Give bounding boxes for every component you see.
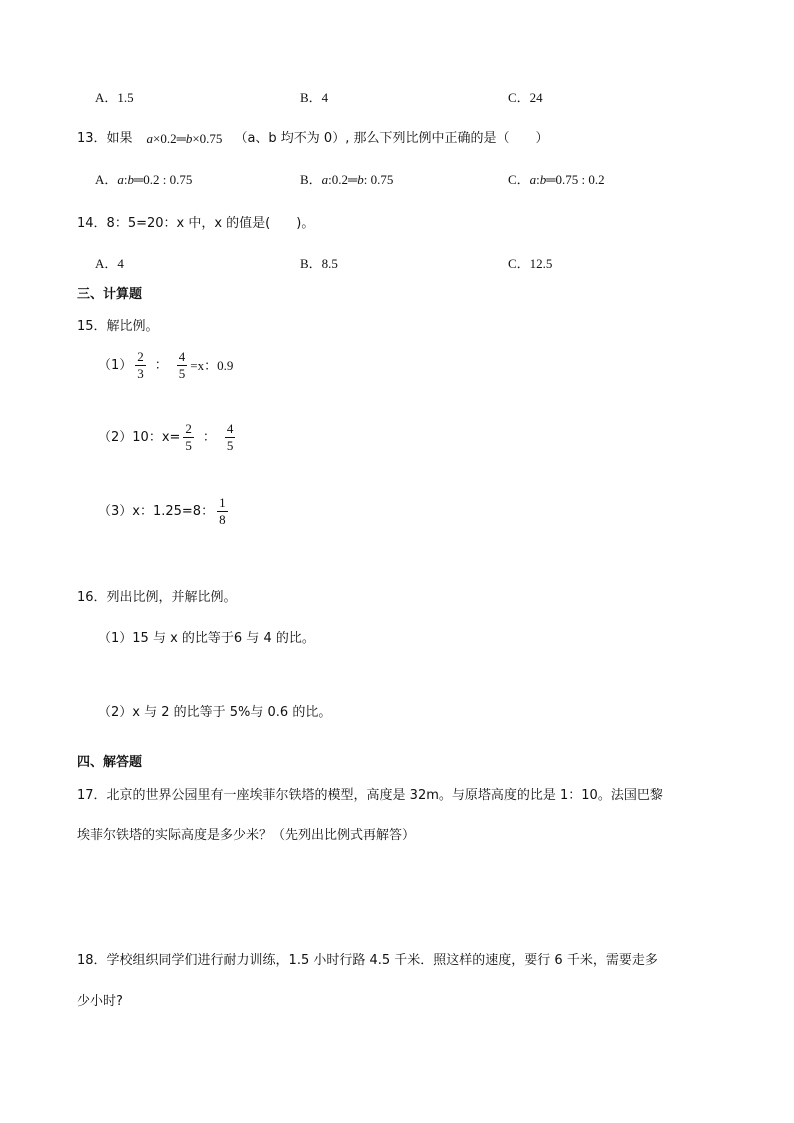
section-title-calculation: 三、计算题 (77, 287, 143, 302)
fraction (225, 422, 236, 452)
numerator: 2 (137, 349, 144, 364)
q13-option-c (508, 173, 605, 186)
q12-option-c: C．24 (508, 90, 543, 105)
section-title-solution: 四、解答题 (77, 755, 143, 770)
q13-number: 13．如果 (77, 131, 133, 146)
q16-part2: （2）x 与 2 的比等于 5%与 0.6 的比。 (98, 705, 332, 720)
q17-line2: 埃菲尔铁塔的实际高度是多少米？（先列出比例式再解答） (77, 828, 416, 843)
q14-option-b: B．8.5 (300, 256, 338, 271)
denominator: 3 (137, 365, 144, 381)
q14-option-a: A．4 (95, 256, 124, 271)
denominator: 5 (185, 437, 192, 453)
q14-stem: 14．8：5=20：x 中，x 的值是( )。 (77, 216, 315, 231)
denominator: 5 (226, 437, 234, 453)
var-b: b (185, 131, 193, 146)
var-b: b (127, 172, 135, 187)
var-b: b (357, 172, 364, 187)
q15-stem: 15．解比例。 (77, 319, 159, 334)
denominator: 5 (178, 365, 186, 381)
q16-stem: 16．列出比例，并解比例。 (77, 590, 237, 605)
q13-option-a (95, 173, 192, 186)
var-a: a (146, 131, 154, 146)
var-a: a (321, 172, 329, 187)
q13-expression (147, 132, 223, 145)
fraction (177, 350, 188, 380)
option-part: ═0.2 : 0.75 (134, 172, 193, 187)
part-label: （1） (98, 357, 133, 373)
q15-part2 (98, 422, 238, 452)
expr-part: ×0.75 (192, 131, 223, 146)
part-label: （2）10：x= (98, 429, 181, 445)
q15-part1 (98, 350, 233, 380)
q18-line1: 18．学校组织同学们进行耐力训练，1.5 小时行路 4.5 千米．照这样的速度，要行 6 千米，需要走多 (77, 953, 658, 968)
denominator: 8 (219, 511, 226, 527)
q14-option-c: C．12.5 (508, 256, 553, 271)
numerator: 1 (219, 495, 226, 510)
q17-line1: 17．北京的世界公园里有一座埃菲尔铁塔的模型，高度是 32m。与原塔高度的比是 1：10。法国巴黎 (77, 788, 663, 803)
q13-condition: （a、b 均不为 0）, 那么下列比例中正确的是（ ） (234, 131, 549, 146)
q13-option-b (300, 173, 393, 186)
q13-stem (77, 132, 548, 145)
option-label: B． (300, 172, 322, 187)
numerator: 4 (178, 349, 186, 364)
q18-line2: 少小时? (77, 994, 123, 1009)
ratio-colon: ： (154, 357, 168, 373)
fraction (135, 350, 146, 380)
var-a: a (529, 172, 537, 187)
option-part: ═0.75 : 0.2 (546, 172, 605, 187)
q12-option-a: A．1.5 (95, 90, 134, 105)
numerator: 4 (226, 421, 234, 436)
option-part: : (123, 172, 128, 187)
option-part: :0.2═ (328, 172, 358, 187)
numerator: 2 (185, 421, 192, 436)
option-part: : (536, 172, 540, 187)
equation-tail: =x：0.9 (190, 357, 234, 373)
q15-part3 (98, 496, 231, 526)
q16-part1: （1）15 与 x 的比等于6 与 4 的比。 (98, 631, 315, 646)
fraction (183, 422, 194, 452)
expr-part: ×0.2═ (153, 131, 186, 146)
fraction (217, 496, 228, 526)
option-label: A． (95, 172, 118, 187)
var-b: b (539, 172, 547, 187)
option-label: C． (508, 172, 530, 187)
ratio-colon: ： (202, 429, 216, 445)
q12-option-b: B．4 (300, 90, 329, 105)
var-a: a (117, 172, 124, 187)
option-part: : 0.75 (363, 172, 394, 187)
part-label: （3）x：1.25=8： (98, 503, 215, 519)
